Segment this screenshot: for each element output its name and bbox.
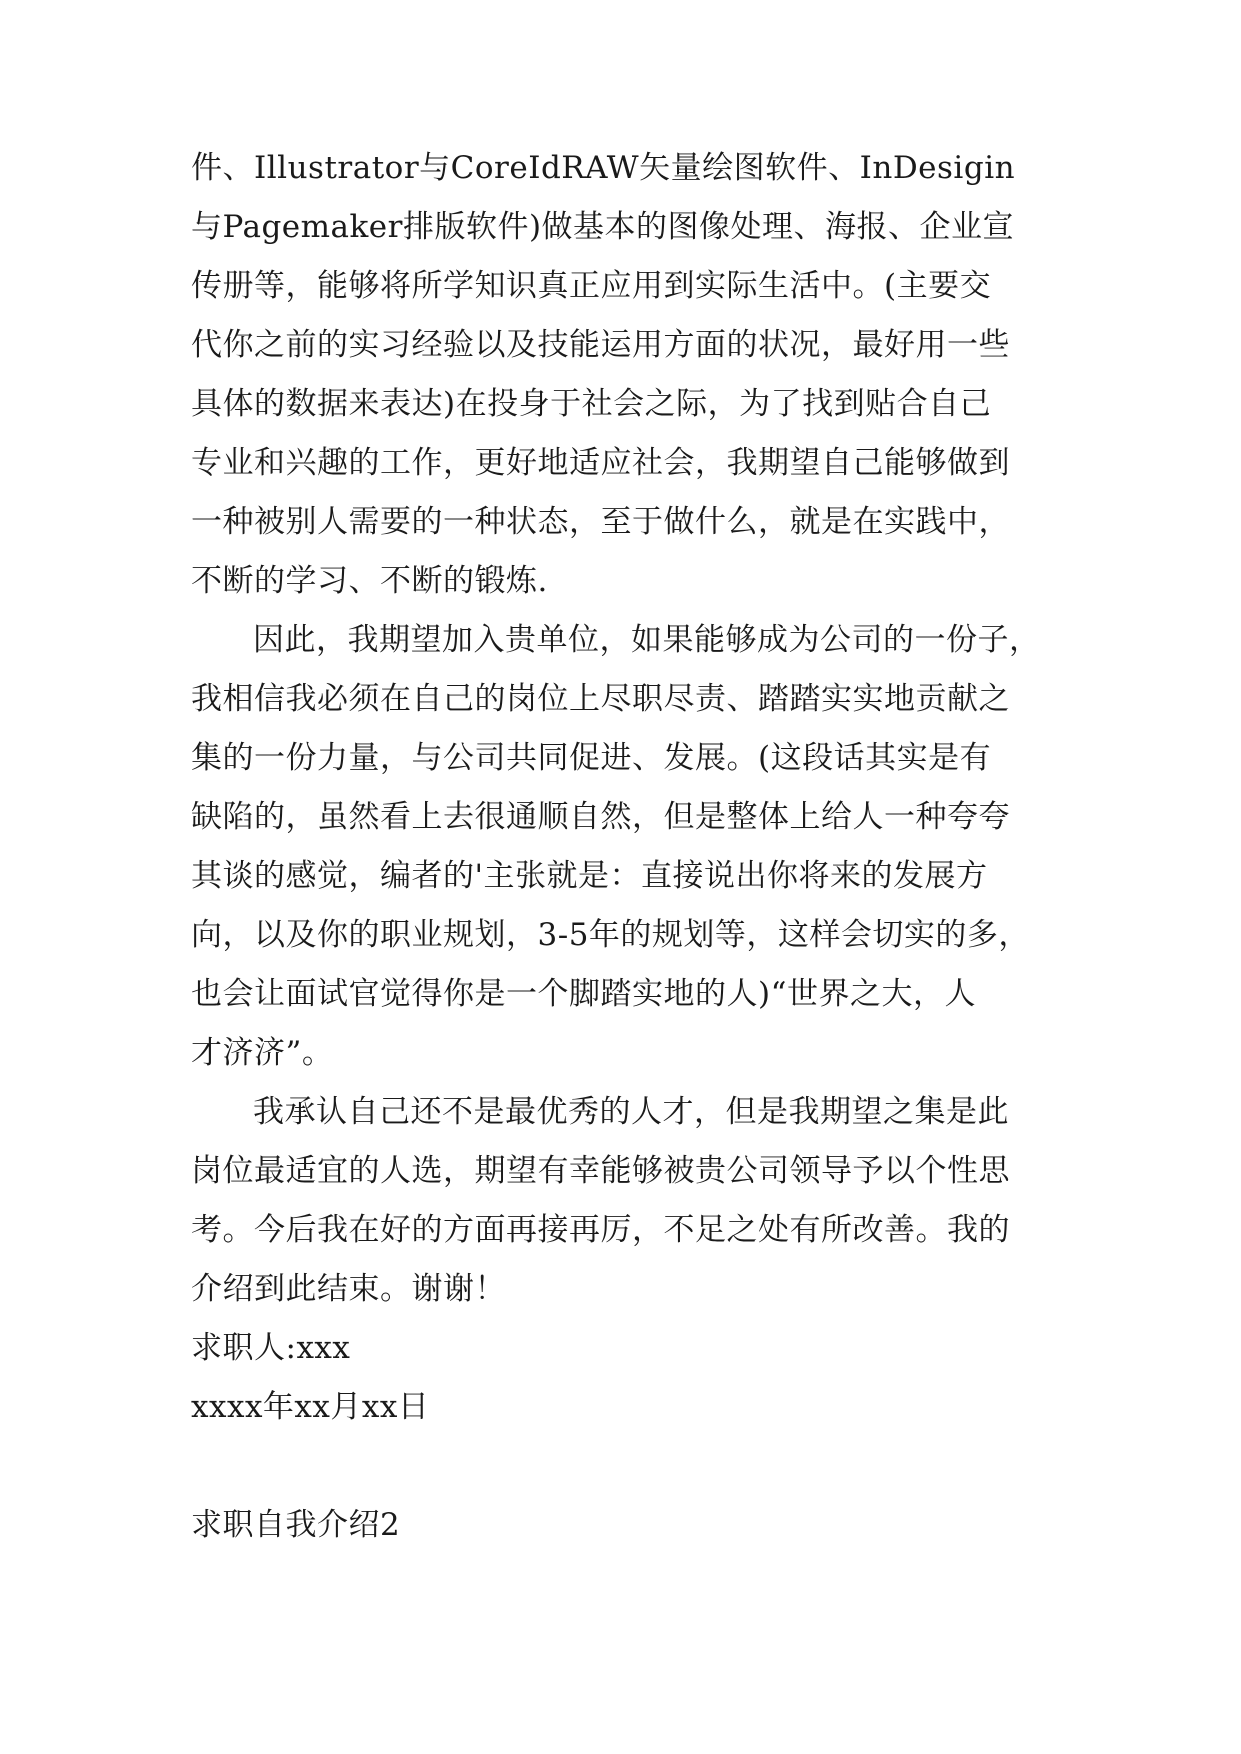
text-line: 考。今后我在好的方面再接再厉，不足之处有所改善。我的 bbox=[191, 1212, 1010, 1248]
text-line: 我相信我必须在自己的岗位上尽职尽责、踏踏实实地贡献之 bbox=[191, 681, 1010, 717]
text-line: 传册等，能够将所学知识真正应用到实际生活中。(主要交 bbox=[191, 268, 992, 304]
text-line: 向，以及你的职业规划，3-5年的规划等，这样会切实的多， bbox=[191, 917, 1030, 953]
text-line: 其谈的感觉，编者的'主张就是：直接说出你将来的发展方 bbox=[191, 858, 988, 894]
signature-date: xxxx年xx月xx日 bbox=[191, 1389, 430, 1425]
text-line: 岗位最适宜的人选，期望有幸能够被贵公司领导予以个性思 bbox=[191, 1153, 1010, 1189]
text-line: 也会让面试官觉得你是一个脚踏实地的人)“世界之大，人 bbox=[191, 976, 976, 1012]
text-line: 集的一份力量，与公司共同促进、发展。(这段话其实是有 bbox=[191, 740, 992, 776]
paragraph-start-line: 因此，我期望加入贵单位，如果能够成为公司的一份子， bbox=[253, 622, 1041, 658]
text-line: 缺陷的，虽然看上去很通顺自然，但是整体上给人一种夸夸 bbox=[191, 799, 1010, 835]
text-line: 具体的数据来表达)在投身于社会之际，为了找到贴合自己 bbox=[191, 386, 992, 422]
text-line: 介绍到此结束。谢谢！ bbox=[191, 1271, 506, 1307]
applicant-signature: 求职人:xxx bbox=[191, 1330, 351, 1366]
text-line: 件、Illustrator与CoreIdRAW矢量绘图软件、InDesigin bbox=[191, 150, 1016, 186]
text-line: 一种被别人需要的一种状态，至于做什么，就是在实践中， bbox=[191, 504, 1010, 540]
text-line: 与Pagemaker排版软件)做基本的图像处理、海报、企业宣 bbox=[191, 209, 1015, 245]
section-heading: 求职自我介绍2 bbox=[191, 1507, 401, 1543]
paragraph-start-line: 我承认自己还不是最优秀的人才，但是我期望之集是此 bbox=[253, 1094, 1009, 1130]
text-line: 才济济”。 bbox=[191, 1035, 334, 1071]
text-line: 专业和兴趣的工作，更好地适应社会，我期望自己能够做到 bbox=[191, 445, 1010, 481]
text-line: 不断的学习、不断的锻炼. bbox=[191, 563, 548, 599]
text-line: 代你之前的实习经验以及技能运用方面的状况，最好用一些 bbox=[191, 327, 1010, 363]
